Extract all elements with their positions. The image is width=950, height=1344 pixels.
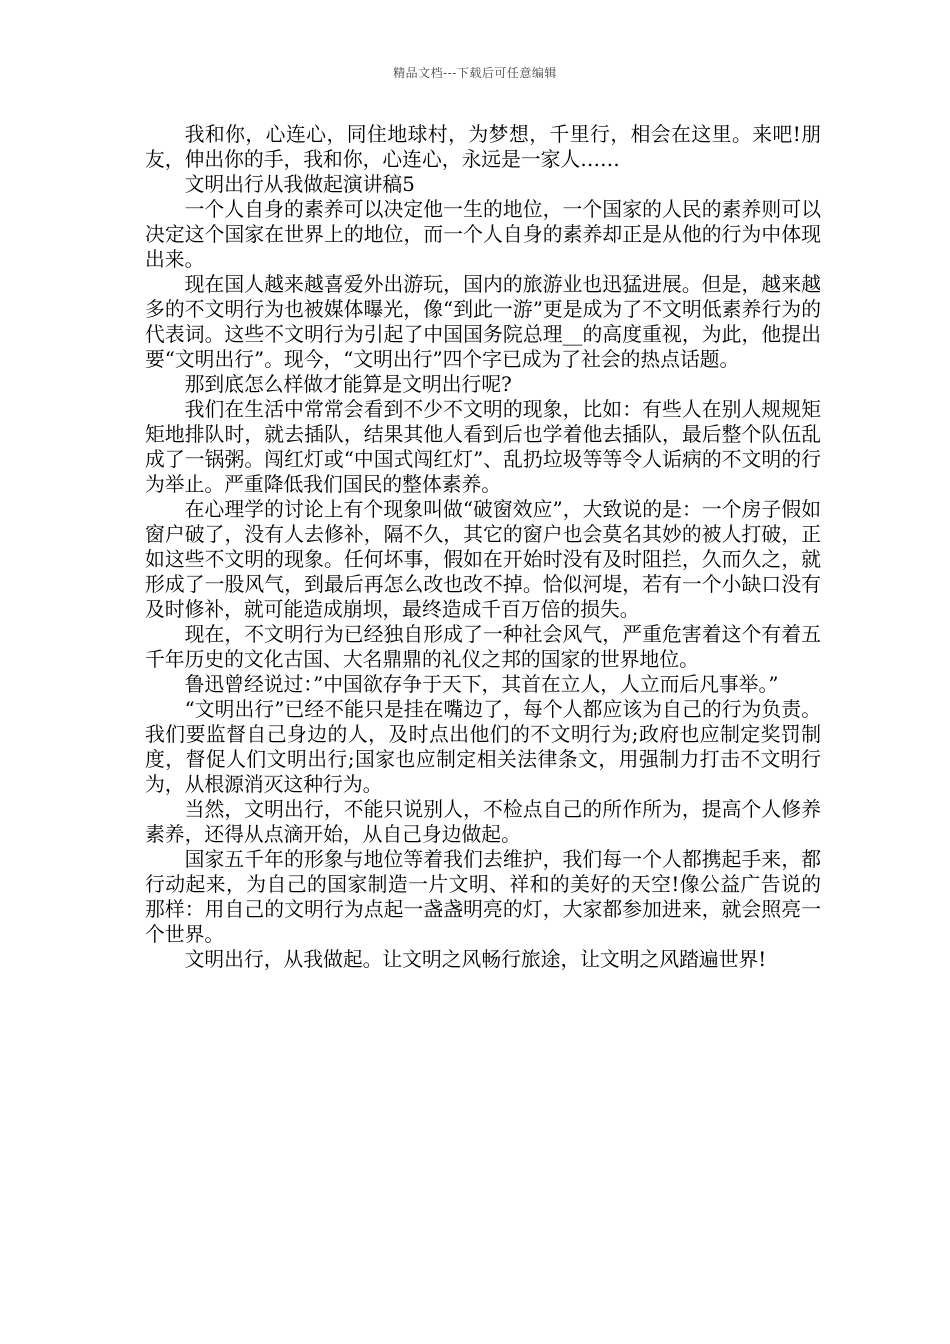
paragraph-8: 鲁迅曾经说过：”中国欲存争于天下，其首在立人，人立而后凡事举。” [184,673,779,696]
paragraph-12: 文明出行，从我做起。让文明之风畅行旅途，让文明之风踏遍世界! [184,948,767,971]
paragraph-9: “文明出行”已经不能只是挂在嘴边了，每个人都应该为自己的行为负责。我们要监督自己身边的人，及时点出他们的不文明行为;政府也应制定奖罚制度，督促人们文明出行;国家也应制定相关法律条文，用强制力打击不文明行为，从根源消灭这种行为。 [145,698,821,796]
paragraph-10: 当然，文明出行，不能只说别人，不检点自己的所作所为，提高个人修养素养，还得从点滴开始，从自己身边做起。 [145,798,821,846]
document-body [145,122,821,972]
paragraph-11: 国家五千年的形象与地位等着我们去维护，我们每一个人都携起手来，都行动起来，为自己的国家制造一片文明、祥和的美好的天空!像公益广告说的那样：用自己的文明行为点起一盏盏明亮的灯，大家都参加进来，就会照亮一个世界。 [145,848,821,946]
paragraph-7: 现在，不文明行为已经独自形成了一种社会风气，严重危害着这个有着五千年历史的文化古国、大名鼎鼎的礼仪之邦的国家的世界地位。 [145,623,821,671]
paragraph-1: 我和你，心连心，同住地球村，为梦想，千里行，相会在这里。来吧!朋友，伸出你的手，我和你，心连心，永远是一家人…… [145,123,821,171]
paragraph-5: 我们在生活中常常会看到不少不文明的现象，比如：有些人在别人规规矩矩地排队时，就去插队，结果其他人看到后也学着他去插队，最后整个队伍乱成了一锅粥。闯红灯或“中国式闯红灯”、乱扔垃圾等等令人诟病的不文明的行为举止。严重降低我们国民的整体素养。 [145,398,821,496]
paragraph-3: 现在国人越来越喜爱外出游玩，国内的旅游业也迅猛进展。但是，越来越多的不文明行为也被媒体曝光，像“到此一游”更是成为了不文明低素养行为的代表词。这些不文明行为引起了中国国务院总理__的高度重视，为此，他提出要“文明出行”。现今，“文明出行”四个字已成为了社会的热点话题。 [145,273,821,371]
page-header: 精品文档---下载后可任意编辑 [393,66,557,80]
paragraph-4: 那到底怎么样做才能算是文明出行呢? [184,373,512,396]
speech-title: 文明出行从我做起演讲稿5 [184,173,415,196]
paragraph-2: 一个人自身的素养可以决定他一生的地位，一个国家的人民的素养则可以决定这个国家在世界上的地位，而一个人自身的素养却正是从他的行为中体现出来。 [145,198,821,271]
paragraph-6: 在心理学的讨论上有个现象叫做“破窗效应”，大致说的是：一个房子假如窗户破了，没有人去修补，隔不久，其它的窗户也会莫名其妙的被人打破，正如这些不文明的现象。任何坏事，假如在开始时没有及时阻拦，久而久之，就形成了一股风气，到最后再怎么改也改不掉。恰似河堤，若有一个小缺口没有及时修补，就可能造成崩坝，最终造成千百万倍的损失。 [145,498,821,621]
